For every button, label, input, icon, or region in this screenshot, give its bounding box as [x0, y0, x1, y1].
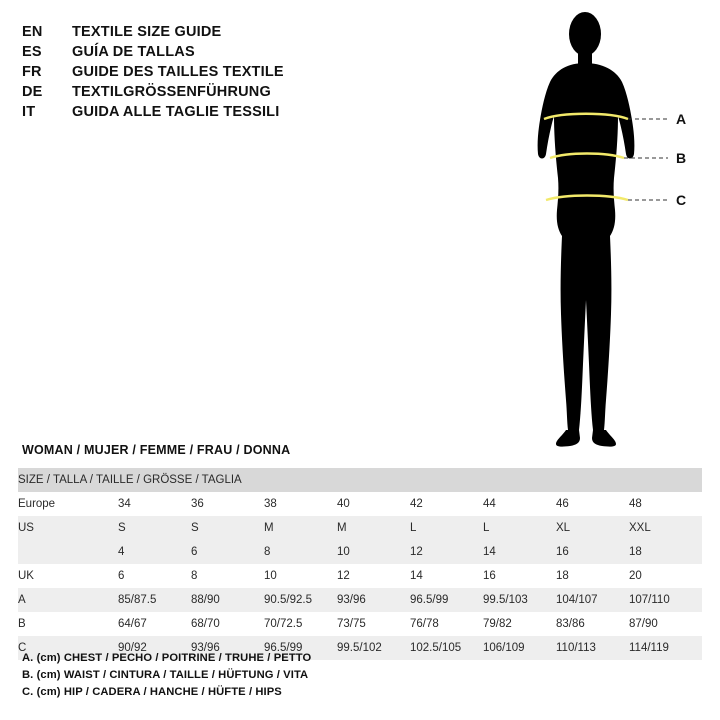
footnote-c: C. (cm) HIP / CADERA / HANCHE / HÜFTE / HIPS [22, 686, 282, 698]
cell-c-3: 99.5/102 [337, 642, 382, 654]
footnotes [22, 652, 311, 703]
language-code-fr: FR [22, 64, 42, 80]
cell-us-0: S [118, 522, 126, 534]
footnote-a: A. (cm) CHEST / PECHO / POITRINE / TRUHE / PETTO [22, 652, 312, 664]
size-table [18, 468, 702, 660]
cell-uk-0: 6 [118, 570, 125, 582]
title-row-fr [22, 64, 492, 80]
cell-c-0: 90/92 [118, 642, 147, 654]
cell-c-7: 114/119 [629, 642, 669, 654]
cell-a-3: 93/96 [337, 594, 366, 606]
row-label-us-numeric [18, 540, 118, 564]
table-row [18, 564, 702, 588]
table-header-label: SIZE / TALLA / TAILLE / GRÖSSE / TAGLIA [18, 474, 242, 486]
table-row [18, 588, 702, 612]
title-text-fr: GUIDE DES TAILLES TEXTILE [72, 64, 284, 80]
cell-c-5: 106/109 [483, 642, 525, 654]
title-text-en: TEXTILE SIZE GUIDE [72, 24, 222, 40]
cell-b-7: 87/90 [629, 618, 658, 630]
cell-c-4: 102.5/105 [410, 642, 462, 654]
cell-usnum-0: 4 [118, 546, 125, 558]
row-label-europe: Europe [18, 498, 56, 510]
title-text-it: GUIDA ALLE TAGLIE TESSILI [72, 104, 280, 120]
cell-uk-3: 12 [337, 570, 350, 582]
cell-b-4: 76/78 [410, 618, 439, 630]
cell-us-4: L [410, 522, 417, 534]
cell-a-1: 88/90 [191, 594, 220, 606]
cell-uk-7: 20 [629, 570, 642, 582]
cell-b-1: 68/70 [191, 618, 220, 630]
row-label-b: B [18, 618, 26, 630]
row-label-us: US [18, 522, 34, 534]
cell-a-0: 85/87.5 [118, 594, 157, 606]
footnote-b: B. (cm) WAIST / CINTURA / TAILLE / HÜFTUNG / VITA [22, 669, 309, 681]
language-code-it: IT [22, 104, 36, 120]
cell-europe-7: 48 [629, 498, 642, 510]
cell-b-5: 79/82 [483, 618, 512, 630]
row-label-a: A [18, 594, 26, 606]
cell-usnum-4: 12 [410, 546, 423, 558]
language-code-de: DE [22, 84, 43, 100]
cell-b-6: 83/86 [556, 618, 585, 630]
cell-c-1: 93/96 [191, 642, 220, 654]
title-text-de: TEXTILGRÖSSENFÜHRUNG [72, 84, 271, 100]
cell-europe-0: 34 [118, 498, 131, 510]
title-row-it [22, 104, 492, 120]
cell-uk-6: 18 [556, 570, 569, 582]
title-text-es: GUÍA DE TALLAS [72, 44, 195, 60]
title-row-es [22, 44, 492, 60]
cell-europe-1: 36 [191, 498, 204, 510]
title-row-en [22, 24, 492, 40]
cell-us-1: S [191, 522, 199, 534]
cell-europe-6: 46 [556, 498, 569, 510]
cell-a-2: 90.5/92.5 [264, 594, 312, 606]
cell-us-6: XL [556, 522, 571, 534]
cell-europe-4: 42 [410, 498, 423, 510]
cell-c-2: 96.5/99 [264, 642, 303, 654]
table-header-row [18, 468, 702, 492]
marker-label-c: C [676, 192, 687, 208]
cell-us-2: M [264, 522, 274, 534]
language-code-en: EN [22, 24, 43, 40]
cell-usnum-1: 6 [191, 546, 198, 558]
cell-europe-2: 38 [264, 498, 277, 510]
cell-usnum-2: 8 [264, 546, 271, 558]
cell-a-6: 104/107 [556, 594, 598, 606]
marker-label-b: B [676, 150, 687, 166]
cell-b-3: 73/75 [337, 618, 366, 630]
cell-a-4: 96.5/99 [410, 594, 449, 606]
cell-uk-5: 16 [483, 570, 496, 582]
cell-uk-2: 10 [264, 570, 277, 582]
language-code-es: ES [22, 44, 42, 60]
row-label-c: C [18, 642, 27, 654]
cell-a-5: 99.5/103 [483, 594, 528, 606]
marker-label-a: A [676, 111, 687, 127]
table-row [18, 540, 702, 564]
cell-uk-4: 14 [410, 570, 423, 582]
cell-a-7: 107/110 [629, 594, 670, 606]
cell-b-0: 64/67 [118, 618, 147, 630]
female-silhouette [538, 12, 635, 447]
cell-europe-5: 44 [483, 498, 496, 510]
row-label-uk: UK [18, 570, 34, 582]
cell-usnum-6: 16 [556, 546, 569, 558]
cell-usnum-7: 18 [629, 546, 642, 558]
cell-europe-3: 40 [337, 498, 350, 510]
cell-us-7: XXL [629, 522, 651, 534]
cell-c-6: 110/113 [556, 642, 596, 654]
table-row [18, 612, 702, 636]
table-caption: WOMAN / MUJER / FEMME / FRAU / DONNA [22, 443, 291, 457]
cell-b-2: 70/72.5 [264, 618, 303, 630]
cell-usnum-3: 10 [337, 546, 350, 558]
cell-usnum-5: 14 [483, 546, 496, 558]
title-row-de [22, 84, 492, 100]
table-row [18, 492, 702, 516]
cell-uk-1: 8 [191, 570, 198, 582]
body-figure [500, 8, 710, 448]
title-block [22, 24, 492, 124]
table-row [18, 516, 702, 540]
cell-us-5: L [483, 522, 490, 534]
cell-us-3: M [337, 522, 347, 534]
